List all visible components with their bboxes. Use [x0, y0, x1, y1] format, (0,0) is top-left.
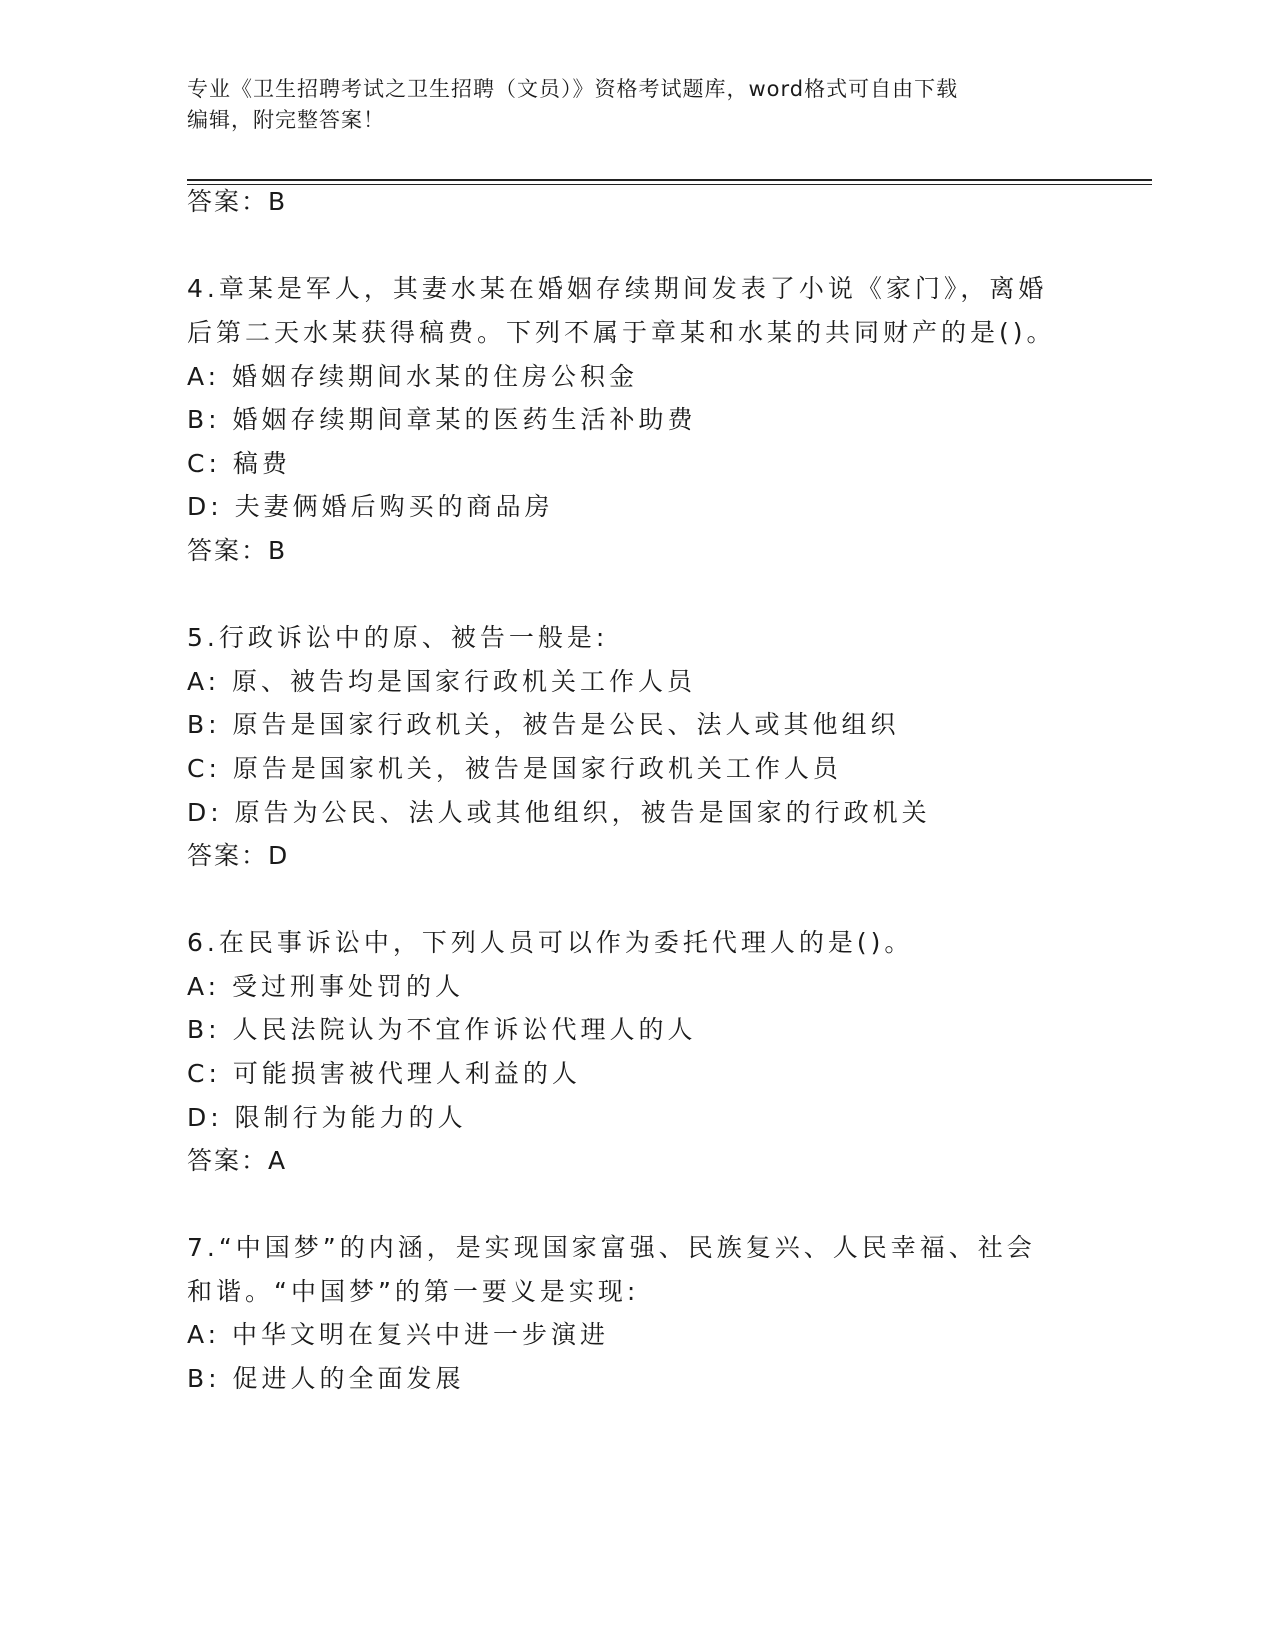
q6-stem-line-1: 6.在民事诉讼中，下列人员可以作为委托代理人的是()。	[187, 928, 914, 957]
q4-answer: 答案：B	[187, 536, 288, 565]
q4-option-c: C: 稿费	[187, 449, 291, 478]
q4-option-d: D: 夫妻俩婚后购买的商品房	[187, 492, 554, 521]
q7-option-b: B: 促进人的全面发展	[187, 1364, 465, 1393]
q5-option-d: D: 原告为公民、法人或其他组织，被告是国家的行政机关	[187, 798, 931, 827]
header-divider-thin	[187, 184, 1152, 185]
header-divider-thick	[187, 179, 1152, 181]
q7-stem-line-1: 7.“中国梦”的内涵，是实现国家富强、民族复兴、人民幸福、社会	[187, 1233, 1036, 1262]
q5-answer: 答案：D	[187, 841, 290, 870]
document-header	[187, 74, 1067, 136]
answer-prev: 答案：B	[187, 187, 288, 216]
q4-stem-line-1: 4.章某是军人，其妻水某在婚姻存续期间发表了小说《家门》，离婚	[187, 274, 1048, 303]
q6-answer: 答案：A	[187, 1146, 288, 1175]
q5-option-b: B: 原告是国家行政机关，被告是公民、法人或其他组织	[187, 710, 900, 739]
q4-option-b: B: 婚姻存续期间章某的医药生活补助费	[187, 405, 697, 434]
q4-stem-line-2: 后第二天水某获得稿费。下列不属于章某和水某的共同财产的是()。	[187, 318, 1056, 347]
q5-stem-line-1: 5.行政诉讼中的原、被告一般是:	[187, 623, 609, 652]
q6-option-a: A: 受过刑事处罚的人	[187, 972, 465, 1001]
q7-stem-line-2: 和谐。“中国梦”的第一要义是实现:	[187, 1277, 640, 1306]
header-line-1: 专业《卫生招聘考试之卫生招聘（文员）》资格考试题库，word格式可自由下载	[187, 77, 959, 101]
header-line-2: 编辑，附完整答案！	[187, 108, 385, 132]
q6-option-b: B: 人民法院认为不宜作诉讼代理人的人	[187, 1015, 697, 1044]
q4-option-a: A: 婚姻存续期间水某的住房公积金	[187, 362, 639, 391]
q6-option-d: D: 限制行为能力的人	[187, 1103, 467, 1132]
q6-option-c: C: 可能损害被代理人利益的人	[187, 1059, 581, 1088]
q7-option-a: A: 中华文明在复兴中进一步演进	[187, 1320, 610, 1349]
q5-option-c: C: 原告是国家机关，被告是国家行政机关工作人员	[187, 754, 842, 783]
q5-option-a: A: 原、被告均是国家行政机关工作人员	[187, 667, 697, 696]
